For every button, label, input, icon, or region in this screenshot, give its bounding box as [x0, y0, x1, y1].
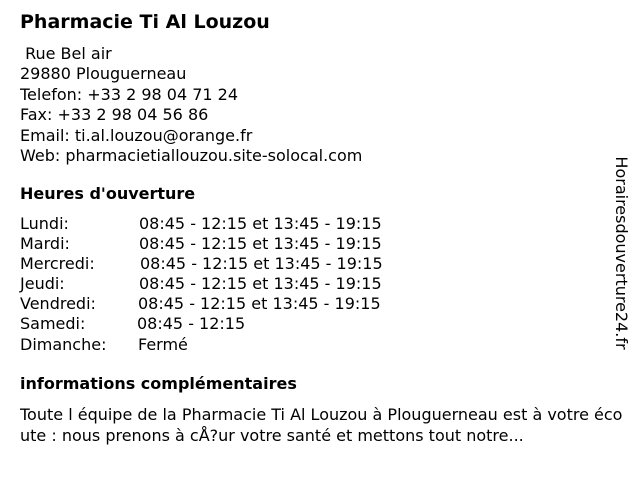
day-hours: 08:45 - 12:15 et 13:45 - 19:15 — [140, 254, 383, 274]
day-label: Samedi: — [20, 314, 86, 334]
opening-hours-list — [20, 214, 440, 355]
day-label: Mardi: — [20, 234, 70, 254]
street-address: Rue Bel air — [20, 44, 112, 63]
day-label: Jeudi: — [20, 274, 65, 294]
day-hours: 08:45 - 12:15 et 13:45 - 19:15 — [139, 234, 382, 254]
postal-city: 29880 Plouguerneau — [20, 64, 187, 84]
day-hours: 08:45 - 12:15 — [137, 314, 246, 334]
additional-info-heading: informations complémentaires — [20, 374, 297, 393]
day-hours: Fermé — [138, 334, 188, 354]
web-line: Web: pharmacietiallouzou.site-solocal.com — [20, 146, 363, 166]
hours-row-monday — [20, 214, 440, 234]
additional-info-text: Toute l équipe de la Pharmacie Ti Al Louzou à Plouguerneau est à votre écoute : nous prenons à cÅ?ur votre santé et mettons tout notre... — [20, 405, 623, 445]
day-label: Lundi: — [20, 214, 69, 233]
hours-row-sunday — [20, 335, 440, 355]
email-line: Email: ti.al.louzou@orange.fr — [20, 125, 253, 145]
hours-row-tuesday — [20, 234, 440, 254]
day-label: Dimanche: — [20, 334, 107, 354]
day-hours: 08:45 - 12:15 et 13:45 - 19:15 — [138, 294, 381, 314]
site-watermark — [609, 133, 633, 373]
hours-row-thursday — [20, 274, 440, 294]
fax-line: Fax: +33 2 98 04 56 86 — [20, 105, 209, 125]
day-hours: 08:45 - 12:15 et 13:45 - 19:15 — [139, 214, 382, 233]
contact-block — [20, 44, 362, 166]
opening-hours-heading: Heures d'ouverture — [20, 184, 196, 203]
phone-line: Telefon: +33 2 98 04 71 24 — [20, 84, 239, 104]
day-label: Mercredi: — [20, 254, 95, 274]
day-label: Vendredi: — [20, 294, 96, 314]
pharmacy-name: Pharmacie Ti Al Louzou — [20, 11, 270, 33]
hours-row-wednesday — [20, 254, 440, 274]
day-hours: 08:45 - 12:15 et 13:45 - 19:15 — [139, 274, 382, 294]
hours-row-friday — [20, 294, 440, 314]
watermark-text: Horairesdouverture24.fr — [612, 156, 631, 350]
hours-row-saturday — [20, 314, 440, 334]
